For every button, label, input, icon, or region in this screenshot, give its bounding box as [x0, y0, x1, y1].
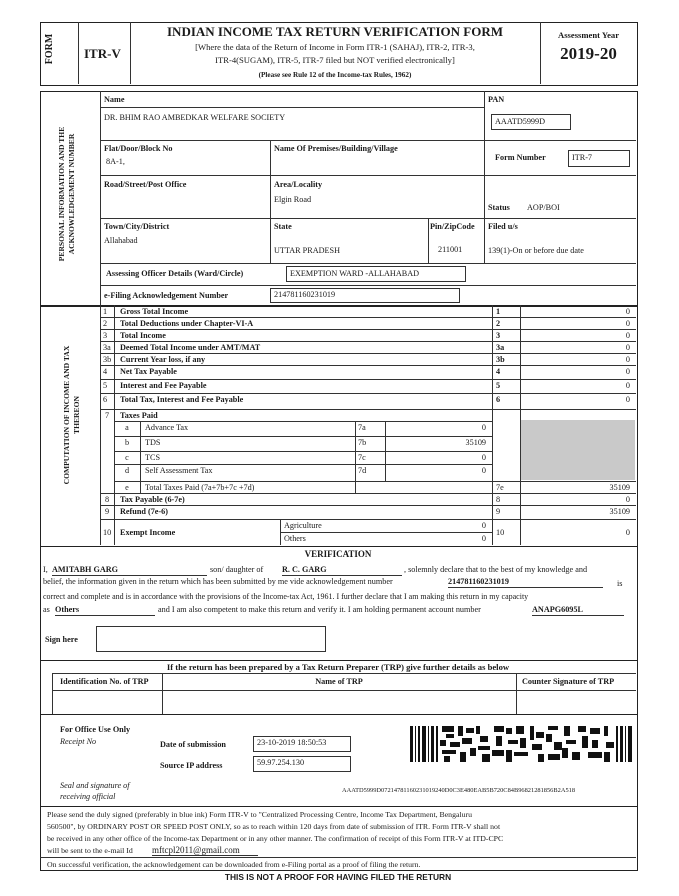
filed-label: Filed u/s	[488, 222, 518, 231]
row-7b-value: 35109	[465, 438, 486, 447]
row-7b-letter: b	[124, 438, 130, 447]
area-value: Elgin Road	[274, 195, 312, 204]
filed-value: 139(1)-On or before due date	[488, 246, 584, 255]
verif-father: R. C. GARG	[282, 565, 402, 576]
row-9-ref: 9	[496, 507, 501, 516]
form-title: INDIAN INCOME TAX RETURN VERIFICATION FORM	[167, 24, 503, 39]
row-6-label: Total Tax, Interest and Fee Payable	[120, 395, 244, 404]
ip-value: 59.97.254.130	[257, 758, 305, 767]
shaded-area	[521, 420, 635, 480]
agri-label: Agriculture	[284, 521, 322, 530]
row-8-no: 8	[105, 495, 110, 504]
verif-line1-post: , solemnly declare that to the best of my knowledge and	[404, 565, 588, 574]
row-5-ref: 5	[496, 381, 501, 390]
name-label: Name	[104, 95, 125, 104]
status-value: AOP/BOI	[527, 203, 560, 212]
verif-pan: ANAPG6095L	[532, 605, 624, 616]
pin-label: Pin/ZipCode	[430, 222, 475, 231]
row-7-label: Taxes Paid	[120, 411, 158, 420]
row-8-ref: 8	[496, 495, 501, 504]
row-10-value: 0	[625, 528, 630, 537]
row-7b-label: TDS	[145, 438, 161, 447]
verification-title: VERIFICATION	[304, 549, 372, 559]
others-value: 0	[481, 534, 486, 543]
row-7e-letter: e	[125, 483, 129, 492]
ay-label: Assessment Year	[557, 30, 620, 40]
receipt-label: Receipt No	[60, 737, 97, 746]
office-heading: For Office Use Only	[60, 725, 131, 734]
row-7e-ref: 7e	[496, 483, 504, 492]
flat-value: 8A-1,	[106, 157, 125, 166]
name-value: DR. BHIM RAO AMBEDKAR WELFARE SOCIETY	[104, 113, 286, 122]
row-6-no: 6	[103, 395, 108, 404]
row-7c-value: 0	[481, 453, 486, 462]
row-5-value: 0	[625, 381, 630, 390]
row-3a-label: Deemed Total Income under AMT/MAT	[120, 343, 261, 352]
row-7e-label: Total Taxes Paid (7a+7b+7c +7d)	[145, 483, 255, 492]
row-1-no: 1	[103, 307, 108, 316]
pan-value: AAATD5999D	[495, 117, 546, 126]
ao-label: Assessing Officer Details (Ward/Circle)	[106, 269, 244, 278]
row-7e-value: 35109	[609, 483, 630, 492]
trp-id-label: Identification No. of TRP	[60, 677, 149, 686]
row-7c-label: TCS	[145, 453, 161, 462]
form-note: (Please see Rule 12 of the Income-tax Rules, 1962)	[258, 71, 412, 79]
form-subtitle-2: ITR-4(SUGAM), ITR-5, ITR-7 filed but NOT verified electronically]	[215, 55, 455, 65]
verif-line2-pre: belief, the information given in the return which has been submitted by me vide acknowledgement number	[43, 577, 393, 586]
row-4-no: 4	[103, 367, 108, 376]
footer-line4: will be sent to the e-mail Id	[47, 846, 133, 855]
row-3a-ref: 3a	[496, 343, 505, 352]
footer-line1: Please send the duly signed (preferably in blue ink) Form ITR-V to "Centralized Processing Centre, Income Tax Department, Bengaluru	[47, 810, 473, 819]
row-4-value: 0	[625, 367, 630, 376]
row-10-no: 10	[103, 528, 112, 537]
ack-value: 214781160231019	[274, 290, 336, 299]
flat-label: Flat/Door/Block No	[104, 144, 173, 153]
row-3-ref: 3	[496, 331, 501, 340]
row-1-ref: 1	[496, 307, 501, 316]
row-7-no: 7	[105, 411, 110, 420]
row-3b-ref: 3b	[496, 355, 505, 364]
agri-value: 0	[481, 521, 486, 530]
state-label: State	[274, 222, 292, 231]
footer-line5: On successful verification, the acknowledgement can be downloaded from e-Filing portal as a proof of filing the return.	[47, 860, 421, 869]
area-label: Area/Locality	[274, 180, 323, 189]
ao-value: EXEMPTION WARD -ALLAHABAD	[290, 269, 420, 278]
row-7a-letter: a	[125, 423, 129, 432]
signature-box[interactable]	[96, 626, 326, 652]
row-7c-letter: c	[125, 453, 129, 462]
row-7c-ref: 7c	[358, 453, 366, 462]
barcode-icon	[410, 722, 634, 766]
row-3a-no: 3a	[103, 343, 111, 352]
row-3a-value: 0	[625, 343, 630, 352]
verif-line2-post: is	[617, 579, 623, 588]
row-4-ref: 4	[496, 367, 501, 376]
sign-label: Sign here	[45, 635, 78, 644]
row-3b-no: 3b	[103, 355, 112, 364]
seal-label-1: Seal and signature of	[60, 781, 130, 790]
form-name: ITR-V	[84, 46, 121, 61]
trp-heading: If the return has been prepared by a Tax Return Preparer (TRP) give further details as below	[166, 662, 510, 672]
date-label: Date of submission	[160, 740, 226, 749]
state-value: UTTAR PRADESH	[274, 246, 340, 255]
ay-value: 2019-20	[560, 44, 617, 63]
row-9-value: 35109	[609, 507, 630, 516]
form-number-label: Form Number	[495, 153, 546, 162]
footer-line3: be received in any other office of the Income-tax Department or in any other manner. The confirmation of receipt of this Form ITR-V at ITD-CPC	[47, 834, 504, 843]
row-6-value: 0	[625, 395, 630, 404]
row-9-no: 9	[105, 507, 110, 516]
ip-label: Source IP address	[160, 761, 223, 770]
row-3-value: 0	[625, 331, 630, 340]
town-value: Allahabad	[104, 236, 138, 245]
row-2-value: 0	[625, 319, 630, 328]
verif-line1-mid: son/ daughter of	[210, 565, 264, 574]
row-3-label: Total Income	[120, 331, 166, 340]
row-2-no: 2	[103, 319, 108, 328]
row-4-label: Net Tax Payable	[120, 367, 177, 376]
seal-label-2: receiving official	[60, 792, 116, 801]
verif-line3: correct and complete and is in accordance with the provisions of the Income-tax Act, 1961. I further declare that I am making this return in my capacity	[43, 592, 529, 601]
row-1-label: Gross Total Income	[120, 307, 189, 316]
trp-name-label: Name of TRP	[315, 677, 363, 686]
footer-bottom: THIS IS NOT A PROOF FOR HAVING FILED THE RETURN	[224, 872, 452, 882]
row-10-ref: 10	[496, 528, 505, 537]
row-2-ref: 2	[496, 319, 501, 328]
computation-section-title: COMPUTATION OF INCOME AND TAX THEREON	[62, 345, 81, 485]
row-3b-value: 0	[625, 355, 630, 364]
others-label: Others	[284, 534, 306, 543]
trp-sign-label: Counter Signature of TRP	[522, 677, 615, 686]
verif-name: AMITABH GARG	[52, 565, 207, 576]
ack-label: e-Filing Acknowledgement Number	[104, 291, 229, 300]
row-7b-ref: 7b	[358, 438, 367, 447]
verif-line4-mid: and I am also competent to make this return and verify it. I am holding permanent account number	[158, 605, 481, 614]
row-8-label: Tax Payable (6-7e)	[120, 495, 185, 504]
status-label: Status	[488, 203, 510, 212]
row-10-label: Exempt Income	[120, 528, 176, 537]
row-7d-letter: d	[124, 466, 130, 475]
form-number-value: ITR-7	[572, 153, 593, 162]
row-2-label: Total Deductions under Chapter-VI-A	[120, 319, 254, 328]
row-6-ref: 6	[496, 395, 501, 404]
footer-line2: 560500", by ORDINARY POST OR SPEED POST ONLY, so as to reach within 120 days from date of submission of ITR. Form ITR-V shall not	[47, 822, 501, 831]
form-subtitle-1: [Where the data of the Return of Income in Form ITR-1 (SAHAJ), ITR-2, ITR-3,	[195, 42, 475, 52]
barcode-text: AAATD5999D07214781160231019240D0C3E480EAB5B720C84B96821281856B2A518	[342, 787, 576, 794]
row-7a-value: 0	[481, 423, 486, 432]
row-7a-label: Advance Tax	[145, 423, 189, 432]
verif-line1-pre: I,	[43, 565, 48, 574]
row-5-no: 5	[103, 381, 108, 390]
row-1-value: 0	[625, 307, 630, 316]
row-7a-ref: 7a	[358, 423, 366, 432]
pin-value: 211001	[438, 245, 463, 254]
form-label: FORM	[44, 33, 55, 65]
personal-section-title: PERSONAL INFORMATION AND THE ACKNOWLEDGEMENT NUMBER	[57, 126, 76, 262]
row-7d-ref: 7d	[358, 466, 367, 475]
road-label: Road/Street/Post Office	[104, 180, 187, 189]
verif-ack-number: 214781160231019	[448, 577, 603, 588]
town-label: Town/City/District	[104, 222, 170, 231]
row-7d-value: 0	[481, 466, 486, 475]
row-8-value: 0	[625, 495, 630, 504]
date-value: 23-10-2019 18:50:53	[257, 738, 327, 747]
row-9-label: Refund (7e-6)	[120, 507, 168, 516]
row-3b-label: Current Year loss, if any	[120, 355, 206, 364]
row-5-label: Interest and Fee Payable	[120, 381, 207, 390]
verif-line4-pre: as	[43, 605, 50, 614]
footer-email[interactable]: mftcpl2011@gmail.com	[152, 845, 258, 856]
row-7d-label: Self Assessment Tax	[145, 466, 213, 475]
row-3-no: 3	[103, 331, 108, 340]
premises-label: Name Of Premises/Building/Village	[274, 144, 398, 153]
pan-label: PAN	[488, 95, 505, 104]
verif-capacity: Others	[55, 605, 155, 616]
